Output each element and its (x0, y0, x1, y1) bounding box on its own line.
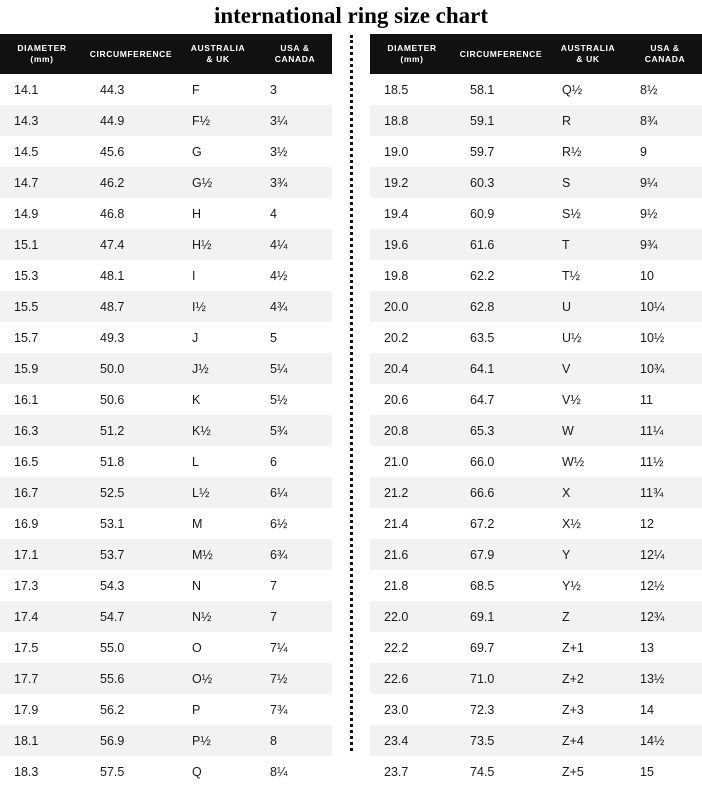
table-cell: 20.4 (370, 353, 454, 384)
table-cell: Z+1 (548, 632, 628, 663)
table-cell: 21.4 (370, 508, 454, 539)
table-cell: L½ (178, 477, 258, 508)
table-cell: P (178, 694, 258, 725)
column-header-australia-uk (178, 34, 258, 74)
header-line-1: AUSTRALIA (190, 43, 246, 53)
table-cell: O½ (178, 663, 258, 694)
table-cell: Z (548, 601, 628, 632)
table-cell: 10¾ (628, 353, 702, 384)
table-cell: 7 (258, 570, 332, 601)
header-line-2: & UK (576, 54, 600, 64)
table-cell: 13 (628, 632, 702, 663)
table-cell: X (548, 477, 628, 508)
table-cell: R (548, 105, 628, 136)
table-cell: N½ (178, 601, 258, 632)
table-cell: 23.4 (370, 725, 454, 756)
table-cell: 9¾ (628, 229, 702, 260)
vertical-dotted-divider (346, 34, 356, 787)
table-row (0, 477, 332, 508)
table-cell: 46.2 (84, 167, 178, 198)
table-cell: 18.5 (370, 74, 454, 105)
table-cell: 14.1 (0, 74, 84, 105)
table-cell: 72.3 (454, 694, 548, 725)
column-header-usa-canada (258, 34, 332, 74)
header-line-1: CIRCUMFERENCE (89, 48, 173, 59)
table-row (0, 322, 332, 353)
table-cell: 20.8 (370, 415, 454, 446)
table-cell: 64.1 (454, 353, 548, 384)
table-cell: 69.7 (454, 632, 548, 663)
table-row (0, 229, 332, 260)
table-cell: 14½ (628, 725, 702, 756)
header-line-1: USA & (280, 43, 310, 53)
table-cell: 18.3 (0, 756, 84, 787)
table-cell: 14.7 (0, 167, 84, 198)
table-cell: 11¼ (628, 415, 702, 446)
table-row (0, 353, 332, 384)
table-cell: 8¾ (628, 105, 702, 136)
divider-line (350, 35, 353, 751)
table-row (370, 198, 702, 229)
table-cell: 5 (258, 322, 332, 353)
table-cell: 22.2 (370, 632, 454, 663)
table-cell: K (178, 384, 258, 415)
table-row (370, 167, 702, 198)
header-line-1: USA & (650, 43, 680, 53)
table-cell: 19.6 (370, 229, 454, 260)
table-cell: X½ (548, 508, 628, 539)
column-header-diameter (0, 34, 84, 74)
table-row (0, 694, 332, 725)
table-row (0, 260, 332, 291)
table-cell: 8½ (628, 74, 702, 105)
table-cell: 14.9 (0, 198, 84, 229)
table-cell: 15.5 (0, 291, 84, 322)
table-cell: 54.7 (84, 601, 178, 632)
table-cell: 4½ (258, 260, 332, 291)
table-row (0, 291, 332, 322)
table-cell: 62.2 (454, 260, 548, 291)
table-cell: 14 (628, 694, 702, 725)
table-cell: 3¼ (258, 105, 332, 136)
table-cell: 51.8 (84, 446, 178, 477)
header-line-2: (mm) (30, 54, 54, 64)
table-cell: V (548, 353, 628, 384)
table-row (370, 229, 702, 260)
table-cell: 66.6 (454, 477, 548, 508)
table-row (0, 725, 332, 756)
table-cell: 57.5 (84, 756, 178, 787)
table-cell: Z+2 (548, 663, 628, 694)
table-cell: 11¾ (628, 477, 702, 508)
table-cell: 56.9 (84, 725, 178, 756)
table-cell: 59.7 (454, 136, 548, 167)
table-cell: T (548, 229, 628, 260)
table-cell: S (548, 167, 628, 198)
header-line-2: (mm) (400, 54, 424, 64)
table-cell: 17.1 (0, 539, 84, 570)
table-cell: 47.4 (84, 229, 178, 260)
table-cell: 19.8 (370, 260, 454, 291)
table-cell: 54.3 (84, 570, 178, 601)
table-cell: Z+5 (548, 756, 628, 787)
table-row (0, 601, 332, 632)
table-row (0, 756, 332, 787)
table-cell: 19.0 (370, 136, 454, 167)
table-cell: 17.4 (0, 601, 84, 632)
table-cell: 17.9 (0, 694, 84, 725)
table-cell: 8¼ (258, 756, 332, 787)
table-cell: 5½ (258, 384, 332, 415)
table-cell: 50.0 (84, 353, 178, 384)
table-cell: V½ (548, 384, 628, 415)
table-cell: I (178, 260, 258, 291)
table-cell: 52.5 (84, 477, 178, 508)
table-cell: 53.1 (84, 508, 178, 539)
table-cell: H (178, 198, 258, 229)
table-cell: 69.1 (454, 601, 548, 632)
left-table-block (0, 34, 332, 787)
table-cell: 3 (258, 74, 332, 105)
table-cell: Z+3 (548, 694, 628, 725)
table-cell: P½ (178, 725, 258, 756)
table-row (370, 539, 702, 570)
table-cell: 10½ (628, 322, 702, 353)
table-cell: G (178, 136, 258, 167)
table-cell: Y½ (548, 570, 628, 601)
table-cell: 23.0 (370, 694, 454, 725)
table-cell: 61.6 (454, 229, 548, 260)
table-cell: 60.9 (454, 198, 548, 229)
table-cell: 5¼ (258, 353, 332, 384)
table-row (370, 632, 702, 663)
table-row (370, 663, 702, 694)
column-header-circumference (454, 34, 548, 74)
table-cell: U (548, 291, 628, 322)
table-cell: 14.5 (0, 136, 84, 167)
table-row (0, 105, 332, 136)
table-cell: 16.3 (0, 415, 84, 446)
header-row (370, 34, 702, 74)
table-cell: R½ (548, 136, 628, 167)
table-cell: W½ (548, 446, 628, 477)
table-row (0, 415, 332, 446)
table-cell: 23.7 (370, 756, 454, 787)
table-cell: I½ (178, 291, 258, 322)
table-cell: 3¾ (258, 167, 332, 198)
table-cell: 44.3 (84, 74, 178, 105)
table-cell: T½ (548, 260, 628, 291)
table-cell: 15.1 (0, 229, 84, 260)
ring-size-table-left (0, 34, 332, 787)
table-cell: 17.7 (0, 663, 84, 694)
table-cell: N (178, 570, 258, 601)
table-cell: Q (178, 756, 258, 787)
table-cell: 7¾ (258, 694, 332, 725)
table-row (0, 136, 332, 167)
table-cell: 66.0 (454, 446, 548, 477)
table-cell: 3½ (258, 136, 332, 167)
table-cell: 16.1 (0, 384, 84, 415)
table-cell: 46.8 (84, 198, 178, 229)
table-cell: 16.9 (0, 508, 84, 539)
table-cell: 18.8 (370, 105, 454, 136)
table-row (0, 508, 332, 539)
table-body-left (0, 74, 332, 787)
table-cell: 6½ (258, 508, 332, 539)
table-cell: 21.0 (370, 446, 454, 477)
table-row (0, 539, 332, 570)
table-row (370, 74, 702, 105)
table-cell: 19.4 (370, 198, 454, 229)
table-cell: 51.2 (84, 415, 178, 446)
table-header-right (370, 34, 702, 74)
table-cell: 7½ (258, 663, 332, 694)
table-cell: 20.0 (370, 291, 454, 322)
table-cell: 15.7 (0, 322, 84, 353)
table-cell: 4¼ (258, 229, 332, 260)
table-cell: 20.2 (370, 322, 454, 353)
table-row (370, 384, 702, 415)
table-row (370, 756, 702, 787)
table-cell: 64.7 (454, 384, 548, 415)
table-cell: 71.0 (454, 663, 548, 694)
table-cell: 55.0 (84, 632, 178, 663)
table-cell: 9¼ (628, 167, 702, 198)
table-cell: 9 (628, 136, 702, 167)
table-row (370, 136, 702, 167)
header-line-2: & UK (206, 54, 230, 64)
table-row (370, 601, 702, 632)
table-body-right (370, 74, 702, 787)
table-cell: 21.2 (370, 477, 454, 508)
table-row (370, 322, 702, 353)
column-header-diameter (370, 34, 454, 74)
table-cell: 16.5 (0, 446, 84, 477)
table-cell: 60.3 (454, 167, 548, 198)
table-cell: 6¼ (258, 477, 332, 508)
table-row (0, 446, 332, 477)
table-cell: 73.5 (454, 725, 548, 756)
table-row (0, 167, 332, 198)
table-cell: F½ (178, 105, 258, 136)
header-line-1: DIAMETER (387, 43, 437, 53)
table-row (370, 105, 702, 136)
table-cell: 58.1 (454, 74, 548, 105)
table-cell: Y (548, 539, 628, 570)
table-cell: 6¾ (258, 539, 332, 570)
table-cell: 21.6 (370, 539, 454, 570)
table-row (370, 446, 702, 477)
table-cell: Z+4 (548, 725, 628, 756)
table-cell: M (178, 508, 258, 539)
table-cell: 17.3 (0, 570, 84, 601)
table-row (370, 415, 702, 446)
table-cell: 48.7 (84, 291, 178, 322)
table-cell: 53.7 (84, 539, 178, 570)
table-cell: 74.5 (454, 756, 548, 787)
table-cell: 6 (258, 446, 332, 477)
header-line-1: AUSTRALIA (560, 43, 616, 53)
table-cell: 4¾ (258, 291, 332, 322)
table-cell: 12 (628, 508, 702, 539)
table-cell: 14.3 (0, 105, 84, 136)
table-row (0, 663, 332, 694)
table-cell: W (548, 415, 628, 446)
table-row (370, 725, 702, 756)
table-row (370, 291, 702, 322)
table-cell: 55.6 (84, 663, 178, 694)
column-header-australia-uk (548, 34, 628, 74)
table-cell: J (178, 322, 258, 353)
table-cell: 22.0 (370, 601, 454, 632)
table-cell: 67.9 (454, 539, 548, 570)
table-row (0, 384, 332, 415)
table-cell: 5¾ (258, 415, 332, 446)
header-line-1: CIRCUMFERENCE (459, 48, 543, 59)
table-row (370, 570, 702, 601)
table-cell: 67.2 (454, 508, 548, 539)
table-cell: 15 (628, 756, 702, 787)
ring-size-table-right (370, 34, 702, 787)
table-cell: 65.3 (454, 415, 548, 446)
table-row (0, 74, 332, 105)
table-cell: 11½ (628, 446, 702, 477)
table-cell: 12½ (628, 570, 702, 601)
table-row (370, 508, 702, 539)
table-cell: 4 (258, 198, 332, 229)
table-cell: 16.7 (0, 477, 84, 508)
table-cell: S½ (548, 198, 628, 229)
table-row (0, 632, 332, 663)
table-cell: 62.8 (454, 291, 548, 322)
table-cell: 48.1 (84, 260, 178, 291)
table-cell: 10 (628, 260, 702, 291)
table-cell: 11 (628, 384, 702, 415)
table-row (0, 570, 332, 601)
table-cell: 12¼ (628, 539, 702, 570)
table-cell: K½ (178, 415, 258, 446)
right-table-block (370, 34, 702, 787)
table-cell: 49.3 (84, 322, 178, 353)
table-row (370, 477, 702, 508)
header-line-2: CANADA (274, 54, 316, 64)
table-cell: J½ (178, 353, 258, 384)
column-header-usa-canada (628, 34, 702, 74)
table-row (370, 694, 702, 725)
table-cell: 7¼ (258, 632, 332, 663)
header-line-2: CANADA (644, 54, 686, 64)
table-cell: 15.3 (0, 260, 84, 291)
table-cell: 63.5 (454, 322, 548, 353)
table-cell: H½ (178, 229, 258, 260)
table-cell: 19.2 (370, 167, 454, 198)
table-cell: 59.1 (454, 105, 548, 136)
table-row (370, 353, 702, 384)
table-cell: O (178, 632, 258, 663)
table-cell: 17.5 (0, 632, 84, 663)
table-header-left (0, 34, 332, 74)
table-row (0, 198, 332, 229)
table-cell: 68.5 (454, 570, 548, 601)
table-cell: 15.9 (0, 353, 84, 384)
table-cell: 44.9 (84, 105, 178, 136)
tables-container (0, 34, 702, 787)
table-cell: M½ (178, 539, 258, 570)
table-cell: 9½ (628, 198, 702, 229)
table-cell: 8 (258, 725, 332, 756)
table-cell: 21.8 (370, 570, 454, 601)
table-cell: Q½ (548, 74, 628, 105)
table-cell: 45.6 (84, 136, 178, 167)
page-title: international ring size chart (213, 3, 489, 28)
table-cell: 50.6 (84, 384, 178, 415)
header-line-1: DIAMETER (17, 43, 67, 53)
table-cell: 13½ (628, 663, 702, 694)
table-cell: 18.1 (0, 725, 84, 756)
table-cell: 10¼ (628, 291, 702, 322)
table-row (370, 260, 702, 291)
header-row (0, 34, 332, 74)
table-cell: 56.2 (84, 694, 178, 725)
column-header-circumference (84, 34, 178, 74)
table-cell: 22.6 (370, 663, 454, 694)
table-cell: 12¾ (628, 601, 702, 632)
table-cell: L (178, 446, 258, 477)
table-cell: G½ (178, 167, 258, 198)
table-cell: F (178, 74, 258, 105)
table-cell: U½ (548, 322, 628, 353)
table-cell: 7 (258, 601, 332, 632)
table-cell: 20.6 (370, 384, 454, 415)
